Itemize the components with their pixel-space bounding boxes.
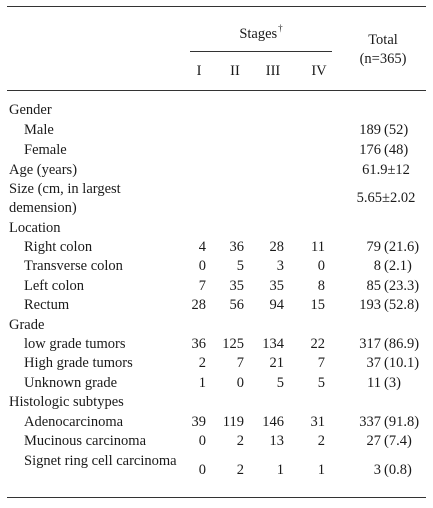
- stage-value-cell: 7: [236, 355, 244, 371]
- stage-column-header: I: [196, 63, 202, 79]
- total-label: Total: [368, 32, 398, 48]
- total-percent-cell: (0.8): [384, 462, 412, 478]
- section-label: Grade: [9, 317, 45, 333]
- section-label: Gender: [9, 102, 52, 118]
- stage-value-cell: 2: [236, 433, 244, 449]
- row-label: Transverse colon: [24, 258, 123, 274]
- row-label: Female: [24, 142, 67, 158]
- stage-value-cell: 5: [276, 375, 284, 391]
- total-count-cell: 37: [366, 355, 381, 371]
- stage-value-cell: 5: [317, 375, 325, 391]
- total-count-cell: 176: [359, 142, 381, 158]
- row-label: Left colon: [24, 278, 84, 294]
- stage-value-cell: 1: [317, 462, 325, 478]
- stage-value-cell: 35: [229, 278, 244, 294]
- row-label: Mucinous carcinoma: [24, 433, 147, 449]
- total-percent-cell: (86.9): [384, 336, 420, 352]
- total-percent-cell: (52.8): [384, 297, 420, 313]
- stage-value-cell: 0: [198, 258, 206, 274]
- total-summary-cell: 61.9±12: [362, 162, 410, 178]
- stage-value-cell: 125: [222, 336, 244, 352]
- total-n-label: (n=365): [359, 51, 407, 67]
- stage-value-cell: 134: [262, 336, 284, 352]
- stage-value-cell: 7: [317, 355, 325, 371]
- stage-value-cell: 3: [276, 258, 284, 274]
- stage-value-cell: 2: [198, 355, 206, 371]
- stage-value-cell: 146: [262, 414, 284, 430]
- stage-value-cell: 5: [236, 258, 244, 274]
- stage-value-cell: 1: [276, 462, 284, 478]
- stage-value-cell: 36: [191, 336, 206, 352]
- total-count-cell: 337: [359, 414, 381, 430]
- stage-value-cell: 56: [229, 297, 244, 313]
- total-count-cell: 27: [366, 433, 381, 449]
- stage-value-cell: 2: [236, 462, 244, 478]
- section-label: Age (years): [9, 162, 78, 178]
- stage-column-header: IV: [311, 63, 327, 79]
- stage-value-cell: 11: [311, 239, 325, 255]
- row-label: Male: [24, 122, 54, 138]
- stage-value-cell: 39: [191, 414, 206, 430]
- total-percent-cell: (10.1): [384, 355, 420, 371]
- stage-value-cell: 15: [310, 297, 325, 313]
- total-count-cell: 79: [366, 239, 381, 255]
- row-label: Rectum: [24, 297, 70, 313]
- total-count-cell: 85: [366, 278, 381, 294]
- total-count-cell: 3: [373, 462, 381, 478]
- row-label: Signet ring cell carcinoma: [24, 453, 177, 469]
- stage-column-header: III: [265, 63, 281, 79]
- stage-value-cell: 7: [198, 278, 206, 294]
- bottom-rule: [7, 497, 426, 498]
- stage-value-cell: 21: [269, 355, 284, 371]
- row-label: Right colon: [24, 239, 93, 255]
- total-count-cell: 317: [359, 336, 381, 352]
- row-label: High grade tumors: [24, 355, 133, 371]
- stage-value-cell: 13: [269, 433, 284, 449]
- stage-value-cell: 0: [236, 375, 244, 391]
- section-label: Histologic subtypes: [9, 394, 124, 410]
- total-percent-cell: (7.4): [384, 433, 412, 449]
- stage-value-cell: 0: [198, 433, 206, 449]
- stage-value-cell: 28: [269, 239, 284, 255]
- total-percent-cell: (48): [384, 142, 409, 158]
- row-label: Unknown grade: [24, 375, 118, 391]
- stage-value-cell: 0: [198, 462, 206, 478]
- stage-value-cell: 0: [317, 258, 325, 274]
- row-label: low grade tumors: [24, 336, 126, 352]
- total-percent-cell: (23.3): [384, 278, 420, 294]
- row-label: Adenocarcinoma: [24, 414, 124, 430]
- total-summary-cell: 5.65±2.02: [356, 190, 416, 206]
- section-label: Location: [9, 220, 61, 236]
- total-percent-cell: (91.8): [384, 414, 420, 430]
- total-percent-cell: (52): [384, 122, 409, 138]
- stages-footnote-mark: †: [278, 23, 283, 33]
- stage-value-cell: 31: [310, 414, 325, 430]
- stage-value-cell: 22: [310, 336, 325, 352]
- stage-value-cell: 1: [198, 375, 206, 391]
- stage-column-header: II: [230, 63, 240, 79]
- stage-value-cell: 4: [198, 239, 206, 255]
- total-count-cell: 189: [359, 122, 381, 138]
- stage-value-cell: 28: [191, 297, 206, 313]
- stage-value-cell: 8: [317, 278, 325, 294]
- total-count-cell: 11: [367, 375, 381, 391]
- total-percent-cell: (21.6): [384, 239, 420, 255]
- stage-value-cell: 36: [229, 239, 244, 255]
- total-percent-cell: (3): [384, 375, 401, 391]
- section-label: Size (cm, in largest demension): [9, 181, 121, 216]
- stage-value-cell: 2: [317, 433, 325, 449]
- stages-label: Stages: [239, 26, 278, 42]
- stage-value-cell: 94: [269, 297, 284, 313]
- stage-value-cell: 35: [269, 278, 284, 294]
- total-percent-cell: (2.1): [384, 258, 412, 274]
- stage-value-cell: 119: [222, 414, 244, 430]
- total-count-cell: 8: [373, 258, 381, 274]
- total-count-cell: 193: [359, 297, 381, 313]
